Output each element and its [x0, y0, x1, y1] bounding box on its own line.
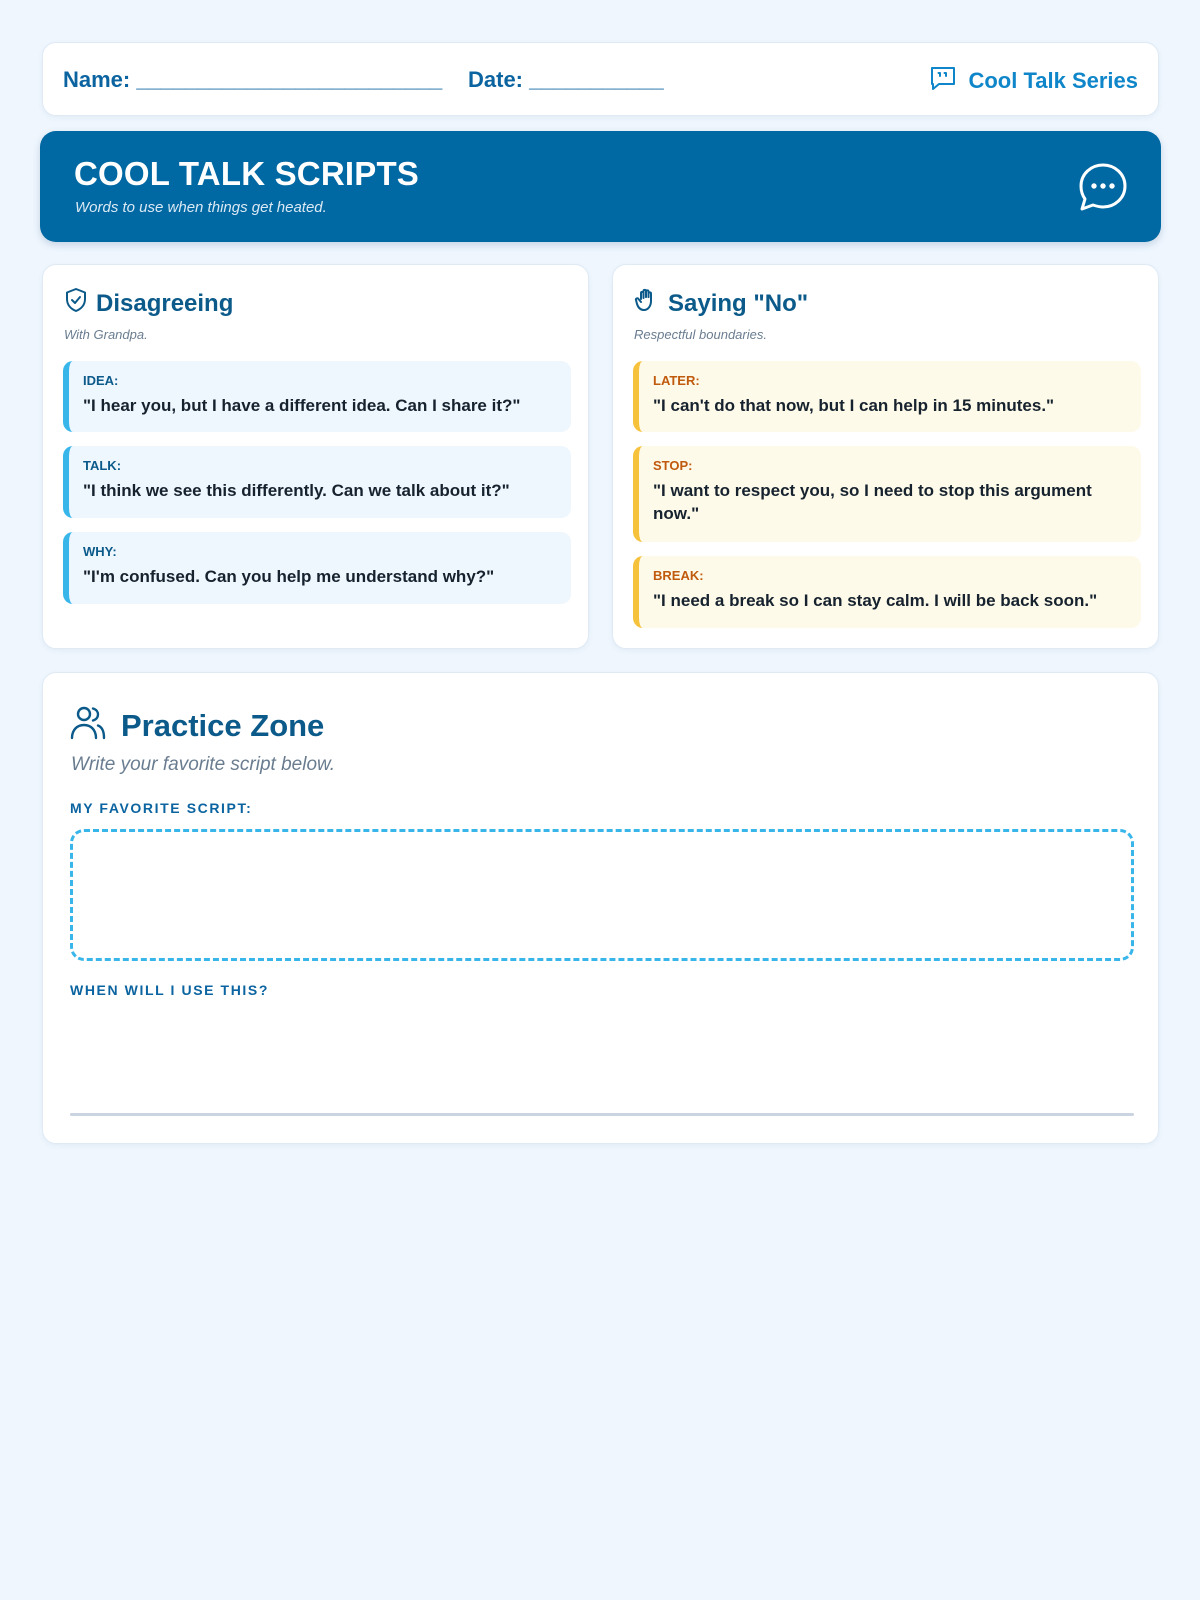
- practice-subtitle: Write your favorite script below.: [71, 754, 335, 775]
- script-tag: WHY:: [83, 544, 117, 559]
- script-tag: BREAK:: [653, 568, 704, 583]
- script-card: [633, 556, 1141, 628]
- script-tag: STOP:: [653, 458, 693, 473]
- series-text: Cool Talk Series: [968, 68, 1138, 93]
- hand-stop-icon: [634, 287, 660, 320]
- quote-bubble-icon: [930, 65, 956, 97]
- when-use-label: WHEN WILL I USE THIS?: [70, 982, 270, 998]
- date-field[interactable]: Date: ___________: [468, 67, 664, 92]
- series-label: [930, 65, 1138, 97]
- disagreeing-subtitle: With Grandpa.: [64, 327, 148, 342]
- script-card: [633, 361, 1141, 432]
- disagreeing-heading: [64, 287, 233, 320]
- favorite-script-label: MY FAVORITE SCRIPT:: [70, 800, 253, 816]
- page-title: COOL TALK SCRIPTS: [74, 155, 420, 192]
- script-text: "I'm confused. Can you help me understand why?": [83, 567, 495, 586]
- saying-no-title: Saying "No": [668, 289, 809, 317]
- script-tag: TALK:: [83, 458, 122, 473]
- disagreeing-title: Disagreeing: [96, 289, 234, 317]
- shield-check-icon: [64, 287, 88, 320]
- chat-dots-icon: [1077, 161, 1129, 218]
- script-tag: LATER:: [653, 373, 700, 388]
- script-card: [633, 446, 1141, 542]
- script-text: "I think we see this differently. Can we talk about it?": [83, 481, 510, 500]
- script-card: [63, 532, 571, 604]
- practice-title: Practice Zone: [121, 708, 325, 743]
- practice-heading: [69, 703, 324, 749]
- page-subtitle: Words to use when things get heated.: [75, 199, 327, 216]
- script-text: "I hear you, but I have a different idea. Can I share it?": [83, 396, 521, 415]
- script-card: [63, 361, 571, 432]
- practice-zone: [42, 672, 1159, 1144]
- disagreeing-panel: [42, 264, 589, 649]
- script-text: "I want to respect you, so I need to stop this argument now.": [653, 481, 1092, 523]
- when-use-writing-line[interactable]: [70, 1113, 1134, 1116]
- favorite-script-box[interactable]: [70, 829, 1134, 961]
- name-date-bar: [42, 42, 1159, 116]
- saying-no-panel: [612, 264, 1159, 649]
- script-text: "I can't do that now, but I can help in 15 minutes.": [653, 396, 1055, 415]
- saying-no-heading: [634, 287, 808, 320]
- users-icon: [69, 703, 107, 749]
- title-banner: [40, 131, 1161, 242]
- name-field[interactable]: Name: _________________________: [63, 67, 443, 92]
- script-tag: IDEA:: [83, 373, 119, 388]
- script-text: "I need a break so I can stay calm. I will be back soon.": [653, 591, 1098, 610]
- script-card: [63, 446, 571, 518]
- saying-no-subtitle: Respectful boundaries.: [634, 327, 767, 342]
